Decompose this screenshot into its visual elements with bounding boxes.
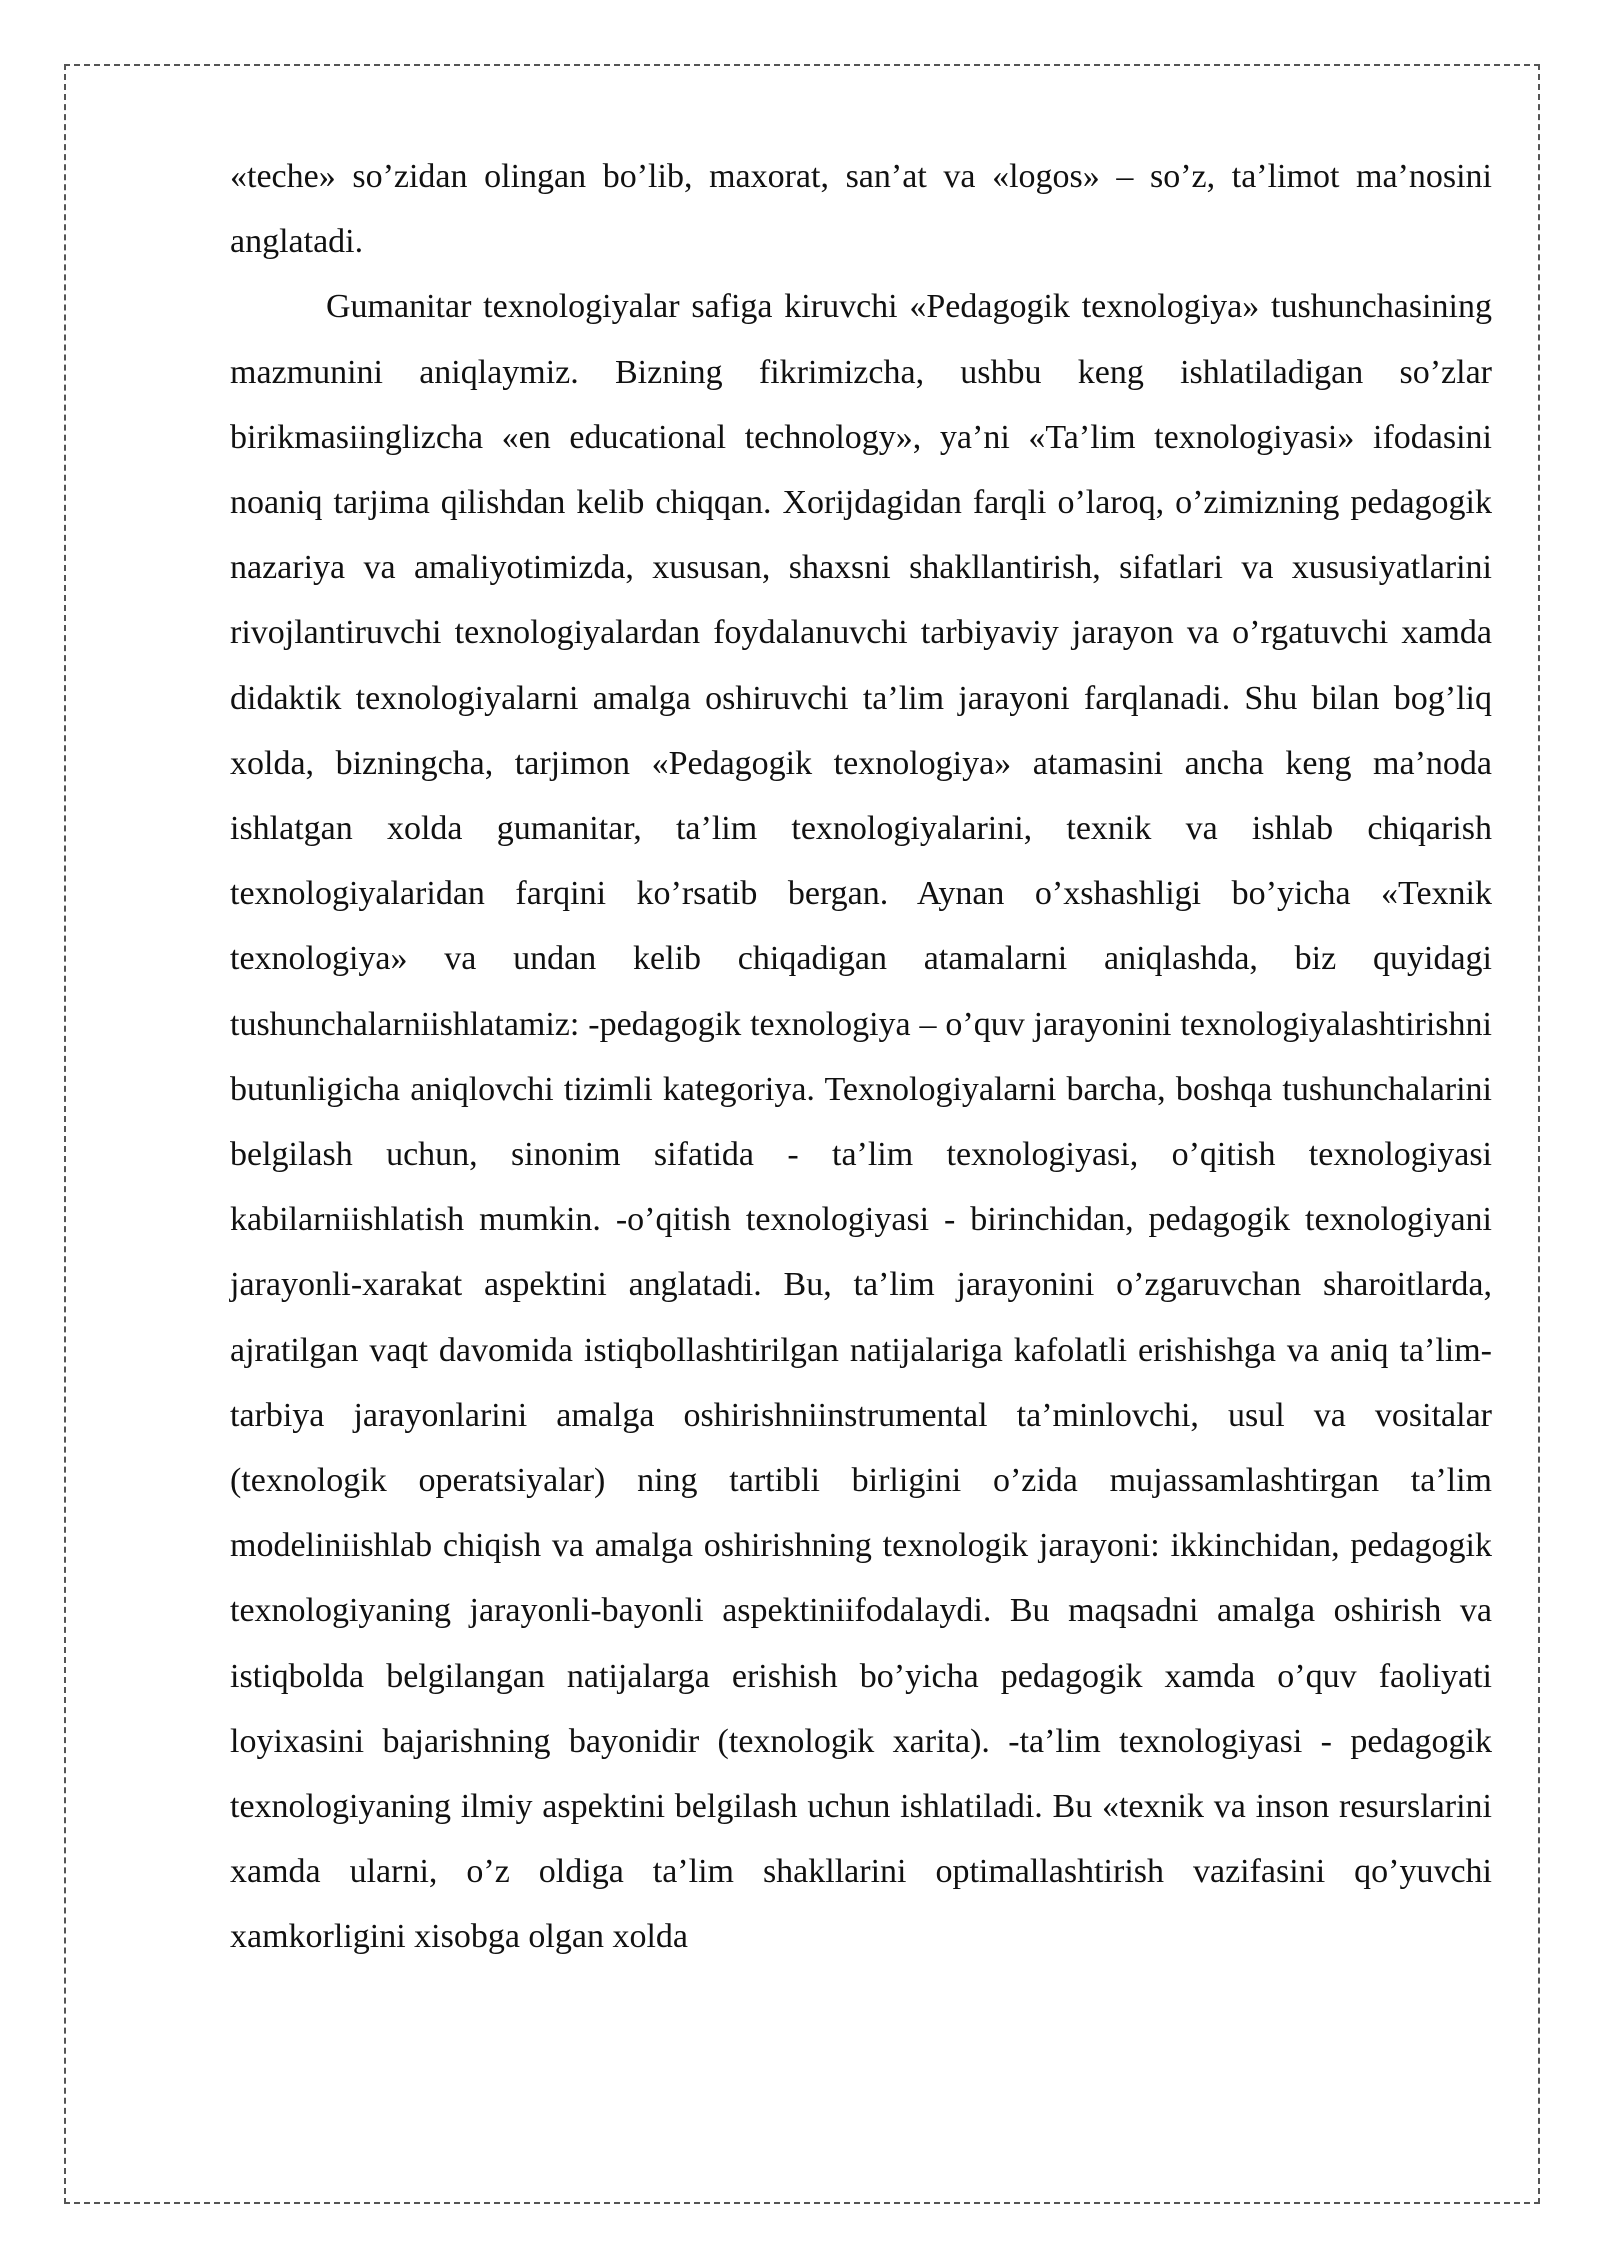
document-body xyxy=(230,144,1492,1970)
paragraph-pedagogical-technology: Gumanitar texnologiyalar safiga kiruvchi «Pedagogik texnologiya» tushunchasining mazmunini aniqlaymiz. Bizning fikrimizcha, ushbu keng ishlatiladigan so’zlar birikmasiinglizcha «en educational technology», ya’ni «Ta’lim texnologiyasi» ifodasini noaniq tarjima qilishdan kelib chiqqan. Xorijdagidan farqli o’laroq, o’zimizning pedagogik nazariya va amaliyotimizda, xususan, shaxsni shakllantirish, sifatlari va xususiyatlarini rivojlantiruvchi texnologiyalardan foydalanuvchi tarbiyaviy jarayon va o’rgatuvchi xamda didaktik texnologiyalarni amalga oshiruvchi ta’lim jarayoni farqlanadi. Shu bilan bog’liq xolda, bizningcha, tarjimon «Pedagogik texnologiya» atamasini ancha keng ma’noda ishlatgan xolda gumanitar, ta’lim texnologiyalarini, texnik va ishlab chiqarish texnologiyalaridan farqini ko’rsatib bergan. Aynan o’xshashligi bo’yicha «Texnik texnologiya» va undan kelib chiqadigan atamalarni aniqlashda, biz quyidagi tushunchalarniishlatamiz: -pedagogik texnologiya – o’quv jarayonini texnologiyalashtirishni butunligicha aniqlovchi tizimli kategoriya. Texnologiyalarni barcha, boshqa tushunchalarini belgilash uchun, sinonim sifatida - ta’lim texnologiyasi, o’qitish texnologiyasi kabilarniishlatish mumkin. -o’qitish texnologiyasi - birinchidan, pedagogik texnologiyani jarayonli-xarakat aspektini anglatadi. Bu, ta’lim jarayonini o’zgaruvchan sharoitlarda, ajratilgan vaqt davomida istiqbollashtirilgan natijalariga kafolatli erishishga va aniq ta’lim-tarbiya jarayonlarini amalga oshirishniinstrumental ta’minlovchi, usul va vositalar (texnologik operatsiyalar) ning tartibli birligini o’zida mujassamlashtirgan ta’lim modeliniishlab chiqish va amalga oshirishning texnologik jarayoni: ikkinchidan, pedagogik texnologiyaning jarayonli-bayonli aspektiniifodalaydi. Bu maqsadni amalga oshirish va istiqbolda belgilangan natijalarga erishish bo’yicha pedagogik xamda o’quv faoliyati loyixasini bajarishning bayonidir (texnologik xarita). -ta’lim texnologiyasi - pedagogik texnologiyaning ilmiy aspektini belgilash uchun ishlatiladi. Bu «texnik va inson resurslarini xamda ularni, o’z oldiga ta’lim shakllarini optimallashtirish vazifasini qo’yuvchi xamkorligini xisobga olgan xolda xyxy=(230,288,1492,1956)
paragraph-continuation: «teche» so’zidan olingan bo’lib, maxorat, san’at va «logos» – so’z, ta’limot ma’nosini anglatadi. xyxy=(230,158,1492,261)
